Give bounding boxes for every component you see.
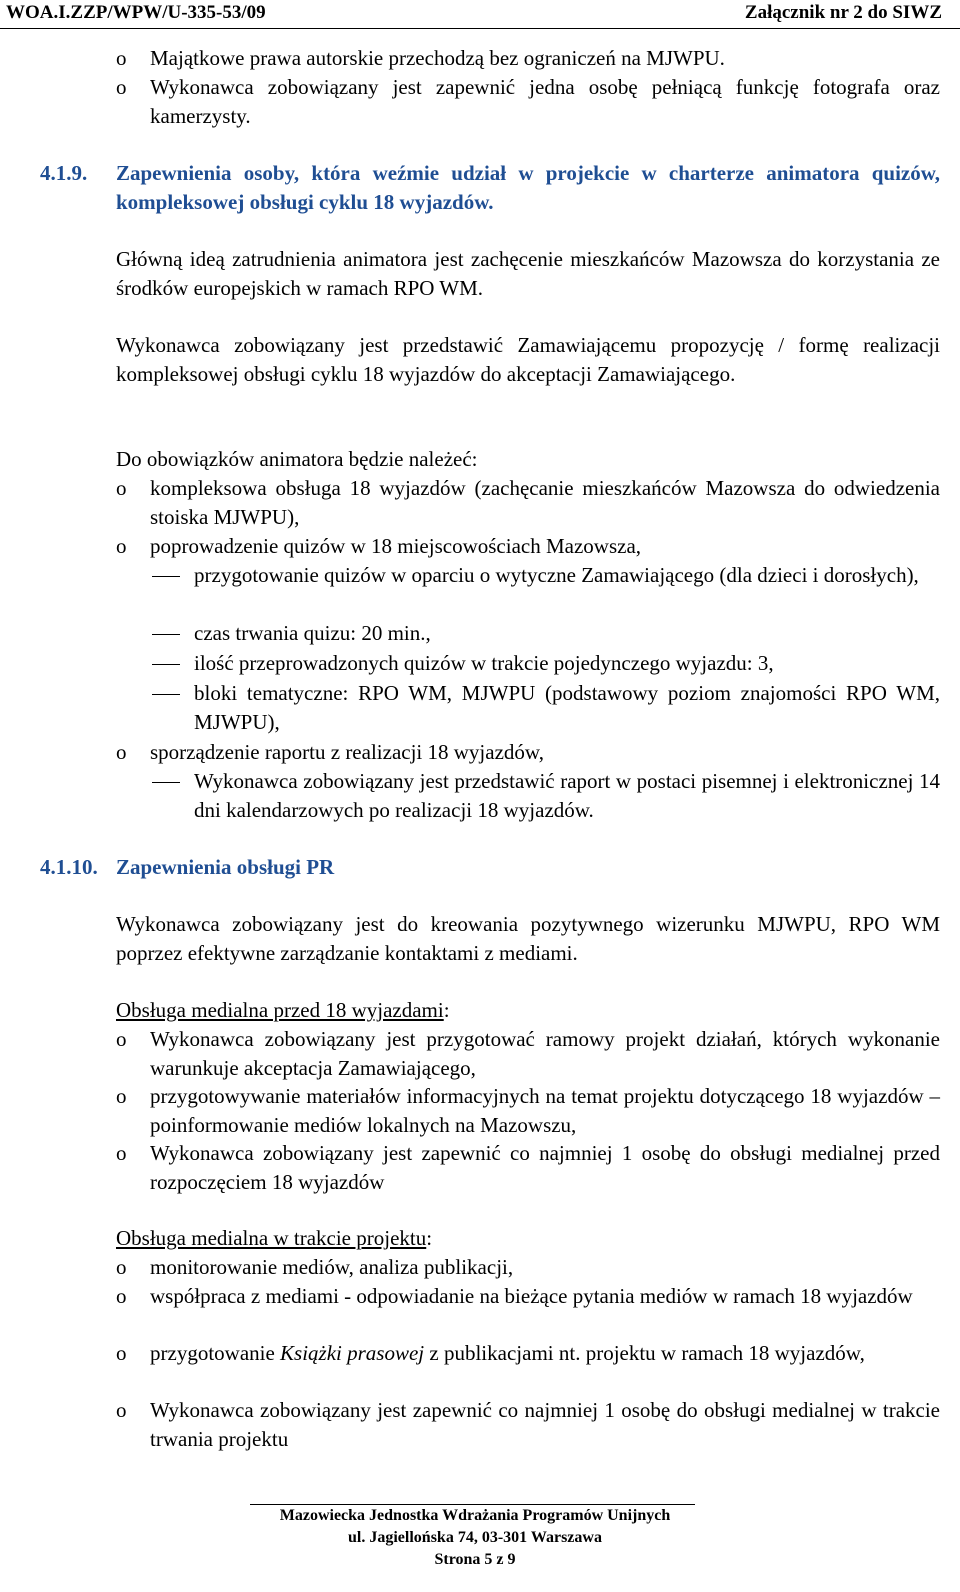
list-item-text: przygotowanie [150, 1341, 281, 1365]
list-marker: o [116, 1284, 127, 1308]
list-marker: o [116, 1027, 127, 1051]
list-item: Majątkowe prawa autorskie przechodzą bez ograniczeń na MJWPU. [150, 46, 725, 70]
list-marker: o [116, 75, 127, 99]
section-title: Zapewnienia osoby, która weźmie udział w projekcie w charterze animatora quizów, kompleksowej obsługi cyklu 18 wyjazdów. [116, 161, 940, 214]
publication-title: Książki prasowej [280, 1341, 425, 1365]
document-reference: WOA.I.ZZP/WPW/U-335-53/09 [6, 2, 266, 23]
dash-marker [152, 634, 180, 635]
list-marker: o [116, 1341, 127, 1365]
list-marker: o [116, 1255, 127, 1279]
list-item: bloki tematyczne: RPO WM, MJWPU (podstawowy poziom znajomości RPO WM, MJWPU), [194, 681, 940, 734]
attachment-label: Załącznik nr 2 do SIWZ [744, 2, 942, 23]
page-number: Strona 5 z 9 [434, 1551, 516, 1568]
list-marker: o [116, 1084, 127, 1108]
dash-marker [152, 664, 180, 665]
list-item: współpraca z mediami - odpowiadanie na bieżące pytania mediów w ramach 18 wyjazdów [150, 1284, 913, 1308]
list-item [150, 1339, 940, 1368]
list-marker: o [116, 1141, 127, 1165]
subheading-text: Obsługa medialna przed 18 wyjazdami [116, 998, 444, 1022]
list-item: Wykonawca zobowiązany jest zapewnić co najmniej 1 osobę do obsługi medialnej przed rozpoczęciem 18 wyjazdów [150, 1141, 940, 1194]
subheading: Obsługa medialna w trakcie projektu: [116, 1226, 433, 1250]
list-item: Wykonawca zobowiązany jest przygotować ramowy projekt działań, których wykonanie warunkuje akceptacja Zamawiającego, [150, 1027, 940, 1080]
dash-marker [152, 782, 180, 783]
section-title: Zapewnienia obsługi PR [116, 855, 335, 879]
page-header [0, 0, 960, 32]
list-item: Wykonawca zobowiązany jest zapewnić co najmniej 1 osobę do obsługi medialnej w trakcie trwania projektu [150, 1398, 940, 1451]
dash-marker [152, 576, 180, 577]
list-marker: o [116, 534, 127, 558]
list-item: ilość przeprowadzonych quizów w trakcie pojedynczego wyjazdu: 3, [194, 651, 774, 675]
list-marker: o [116, 740, 127, 764]
list-item: przygotowanie quizów w oparciu o wytyczne Zamawiającego (dla dzieci i dorosłych), [194, 563, 919, 587]
paragraph: Do obowiązków animatora będzie należeć: [116, 447, 478, 471]
list-item: Wykonawca zobowiązany jest zapewnić jedna osobę pełniącą funkcję fotografa oraz kamerzysty. [150, 75, 940, 128]
section-number: 4.1.9. [40, 161, 88, 185]
paragraph: Główną ideą zatrudnienia animatora jest zachęcenie mieszkańców Mazowsza do korzystania ze środków europejskich w ramach RPO WM. [116, 247, 940, 300]
footer-organization: Mazowiecka Jednostka Wdrażania Programów Unijnych [279, 1507, 671, 1524]
paragraph: Wykonawca zobowiązany jest przedstawić Zamawiającemu propozycję / formę realizacji kompleksowej obsługi cyklu 18 wyjazdów do akceptacji Zamawiającego. [116, 333, 940, 386]
list-item: przygotowywanie materiałów informacyjnych na temat projektu dotyczącego 18 wyjazdów – poinformowanie mediów lokalnych na Mazowszu, [150, 1084, 940, 1137]
list-item-text: z publikacjami nt. projektu w ramach 18 wyjazdów, [424, 1341, 865, 1365]
section-number: 4.1.10. [40, 855, 98, 879]
dash-marker [152, 694, 180, 695]
list-item: kompleksowa obsługa 18 wyjazdów (zachęcanie mieszkańców Mazowsza do odwiedzenia stoiska MJWPU), [150, 476, 940, 529]
list-item: poprowadzenie quizów w 18 miejscowościach Mazowsza, [150, 534, 642, 558]
subheading: Obsługa medialna przed 18 wyjazdami: [116, 998, 450, 1022]
paragraph: Wykonawca zobowiązany jest do kreowania pozytywnego wizerunku MJWPU, RPO WM poprzez efektywne zarządzanie kontaktami z mediami. [116, 912, 940, 965]
list-item: sporządzenie raportu z realizacji 18 wyjazdów, [150, 740, 544, 764]
header-rule [0, 28, 960, 29]
subheading-text: Obsługa medialna w trakcie projektu [116, 1226, 427, 1250]
list-marker: o [116, 1398, 127, 1422]
list-item: Wykonawca zobowiązany jest przedstawić raport w postaci pisemnej i elektronicznej 14 dni kalendarzowych po realizacji 18 wyjazdów. [194, 769, 940, 822]
list-marker: o [116, 476, 127, 500]
list-item: monitorowanie mediów, analiza publikacji, [150, 1255, 514, 1279]
footer-address: ul. Jagiellońska 74, 03-301 Warszawa [348, 1529, 602, 1546]
list-item: czas trwania quizu: 20 min., [194, 621, 431, 645]
list-marker: o [116, 46, 127, 70]
